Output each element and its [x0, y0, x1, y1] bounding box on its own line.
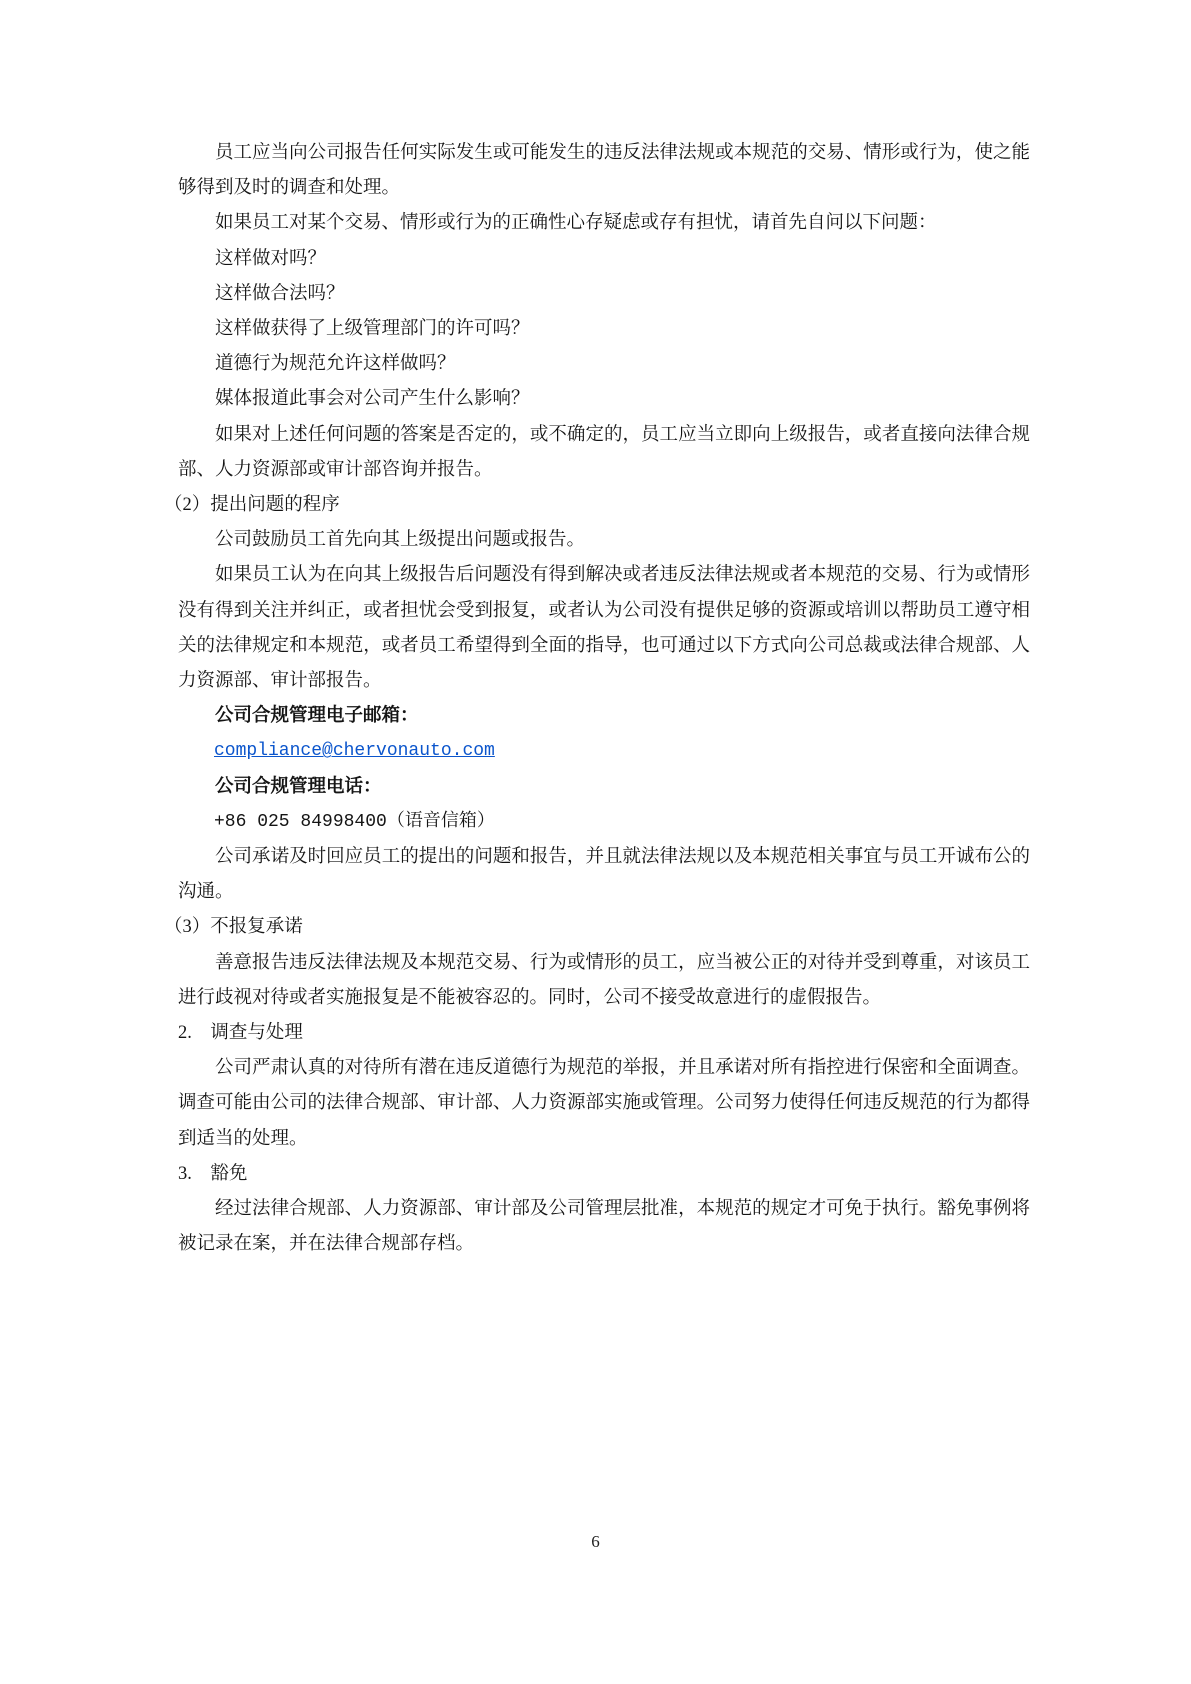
paragraph-escalation-channels: 如果员工认为在向其上级报告后问题没有得到解决或者违反法律法规或者本规范的交易、行为或情形没有得到关注并纠正，或者担忧会受到报复，或者认为公司没有提供足够的资源或培训以帮助员工遵守相关的法律规定和本规范，或者员工希望得到全面的指导，也可通过以下方式向公司总裁或法律合规部、人力资源部、审计部报告。	[178, 565, 1030, 692]
question-line-5: 媒体报道此事会对公司产生什么影响？	[215, 389, 530, 410]
page-number: 6	[591, 1532, 600, 1551]
section-heading-raise-issues: （2）提出问题的程序	[164, 495, 340, 516]
paragraph-company-commitment: 公司承诺及时回应员工的提出的问题和报告，并且就法律法规以及本规范相关事宜与员工开诚布公的沟通。	[178, 847, 1030, 903]
paragraph-report-duty: 员工应当向公司报告任何实际发生或可能发生的违反法律法规或本规范的交易、情形或行为，使之能够得到及时的调查和处理。	[178, 143, 1030, 199]
document-body	[164, 136, 1030, 1263]
question-line-3: 这样做获得了上级管理部门的许可吗？	[215, 319, 530, 340]
paragraph-waiver-detail: 经过法律合规部、人力资源部、审计部及公司管理层批准，本规范的规定才可免于执行。豁免事例将被记录在案，并在法律合规部存档。	[178, 1199, 1030, 1255]
compliance-email-row	[178, 734, 1030, 769]
paragraph-self-question-intro: 如果员工对某个交易、情形或行为的正确性心存疑虑或存有担忧，请首先自问以下问题：	[215, 213, 937, 234]
paragraph-good-faith-report: 善意报告违反法律法规及本规范交易、行为或情形的员工，应当被公正的对待并受到尊重，对该员工进行歧视对待或者实施报复是不能被容忍的。同时，公司不接受故意进行的虚假报告。	[178, 952, 1030, 1008]
question-line-1: 这样做对吗？	[215, 248, 327, 269]
compliance-phone-number: +86 025 84998400（语音信箱）	[214, 811, 495, 832]
section-heading-investigation: 2. 调查与处理	[178, 1023, 303, 1044]
compliance-email-link[interactable]: compliance@chervonauto.com	[214, 741, 495, 762]
question-line-2: 这样做合法吗？	[215, 283, 345, 304]
compliance-email-label: 公司合规管理电子邮箱：	[215, 706, 419, 727]
question-line-4: 道德行为规范允许这样做吗？	[215, 354, 456, 375]
section-heading-no-retaliation: （3）不报复承诺	[164, 917, 303, 938]
paragraph-investigation-detail: 公司严肃认真的对待所有潜在违反道德行为规范的举报，并且承诺对所有指控进行保密和全面调查。调查可能由公司的法律合规部、审计部、人力资源部实施或管理。公司努力使得任何违反规范的行为都得到适当的处理。	[178, 1058, 1030, 1149]
paragraph-encourage-report: 公司鼓励员工首先向其上级提出问题或报告。	[215, 530, 586, 551]
section-heading-waiver: 3. 豁免	[178, 1163, 248, 1184]
paragraph-negative-answer: 如果对上述任何问题的答案是否定的，或不确定的，员工应当立即向上级报告，或者直接向法律合规部、人力资源部或审计部咨询并报告。	[178, 424, 1030, 480]
compliance-phone-label: 公司合规管理电话：	[215, 776, 382, 797]
